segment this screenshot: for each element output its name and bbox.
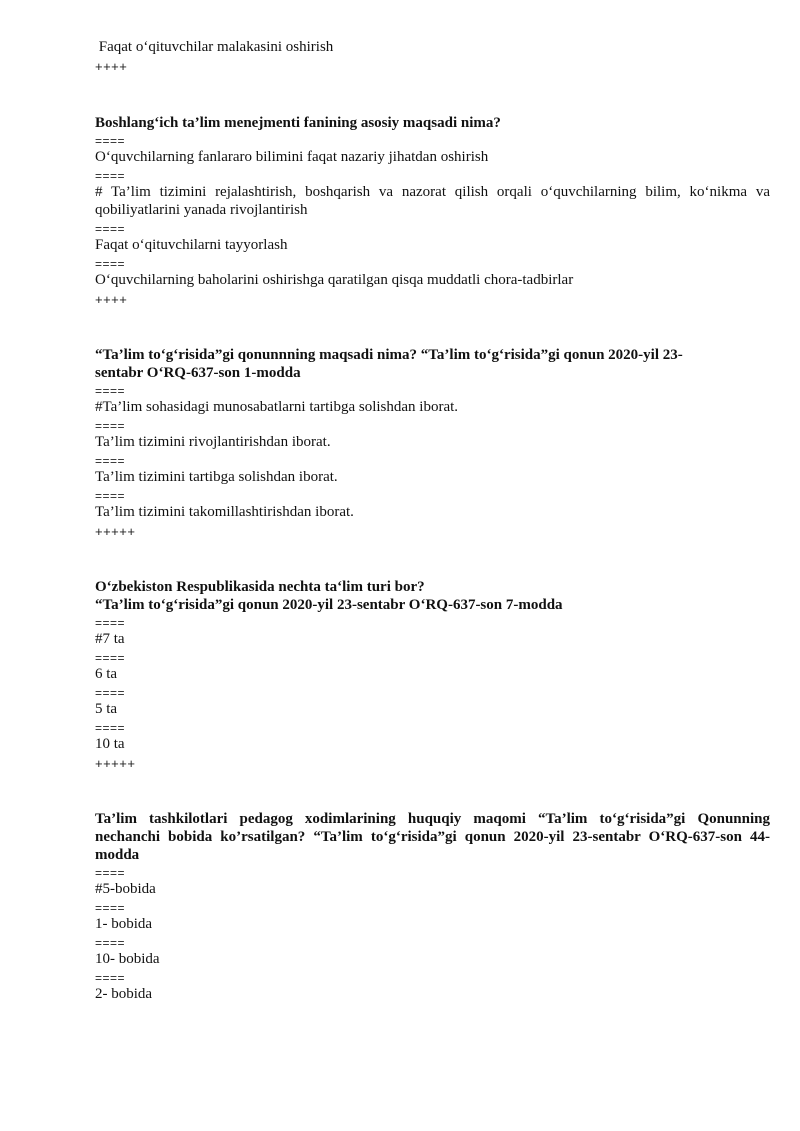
separator: ====	[95, 936, 126, 950]
answer-option: 10 ta	[95, 736, 125, 752]
separator: ====	[95, 616, 126, 630]
end-marker: ++++	[95, 292, 128, 307]
answer-option: O‘quvchilarning baholarini oshirishga qaratilgan qisqa muddatli chora-tadbirlar	[95, 272, 574, 288]
separator: ====	[95, 222, 126, 236]
question-block-1	[95, 114, 774, 307]
document-page	[95, 38, 774, 1006]
separator: ====	[95, 384, 126, 398]
answer-option: Ta’lim tizimini tartibga solishdan iborat.	[95, 469, 338, 485]
question-block-4	[95, 810, 774, 1003]
answer-option: O‘quvchilarning fanlararo bilimini faqat nazariy jihatdan oshirish	[95, 149, 489, 165]
question-reference: “Ta’lim to‘g‘risida”gi qonun 2020-yil 23-sentabr O‘RQ-637-son 7-modda	[95, 597, 563, 613]
separator: ====	[95, 489, 126, 503]
separator: ====	[95, 454, 126, 468]
question-text: Boshlang‘ich ta’lim menejmenti fanining asosiy maqsadi nima?	[95, 115, 501, 131]
answer-option: # Ta’lim tizimini rejalashtirish, boshqarish va nazorat qilish orqali o‘quvchilarning bilim, ko‘nikma va qobiliyatlarini yanada rivojlantirish	[95, 184, 774, 218]
answer-option: #Ta’lim sohasidagi munosabatlarni tartibga solishdan iborat.	[95, 399, 459, 415]
answer-option: 10- bobida	[95, 951, 160, 967]
separator: ====	[95, 169, 126, 183]
separator: ====	[95, 134, 126, 148]
separator: ====	[95, 866, 126, 880]
separator: ====	[95, 257, 126, 271]
separator: ====	[95, 721, 126, 735]
separator: ====	[95, 686, 126, 700]
end-marker: +++++	[95, 524, 136, 539]
answer-option: Ta’lim tizimini rivojlantirishdan iborat.	[95, 434, 331, 450]
answer-option: 1- bobida	[95, 916, 153, 932]
answer-option: 6 ta	[95, 666, 118, 682]
separator: ====	[95, 651, 126, 665]
separator: ====	[95, 971, 126, 985]
answer-option: #7 ta	[95, 631, 125, 647]
answer-option: Ta’lim tizimini takomillashtirishdan iborat.	[95, 504, 354, 520]
question-text: Ta’lim tashkilotlari pedagog xodimlarining huquqiy maqomi “Ta’lim to‘g‘risida”gi Qonunning nechanchi bobida ko’rsatilgan? “Ta’lim to‘g‘risida”gi qonun 2020-yil 23-sentabr O‘RQ-637-son 44-modda	[95, 811, 774, 863]
answer-option: 5 ta	[95, 701, 118, 717]
separator: ====	[95, 419, 126, 433]
question-text: O‘zbekiston Respublikasida nechta ta‘lim turi bor?	[95, 579, 425, 595]
question-block-3	[95, 578, 770, 771]
intro-end-marker: ++++	[95, 59, 128, 74]
question-text: “Ta’lim to‘g‘risida”gi qonunnning maqsadi nima? “Ta’lim to‘g‘risida”gi qonun 2020-yil 23-sentabr O‘RQ-637-son 1-modda	[95, 347, 683, 381]
separator: ====	[95, 901, 126, 915]
intro-option: Faqat o‘qituvchilar malakasini oshirish	[95, 39, 334, 55]
answer-option: Faqat o‘qituvchilarni tayyorlash	[95, 237, 288, 253]
answer-option: 2- bobida	[95, 986, 153, 1002]
question-block-2	[95, 346, 770, 539]
answer-option: #5-bobida	[95, 881, 156, 897]
end-marker: +++++	[95, 756, 136, 771]
